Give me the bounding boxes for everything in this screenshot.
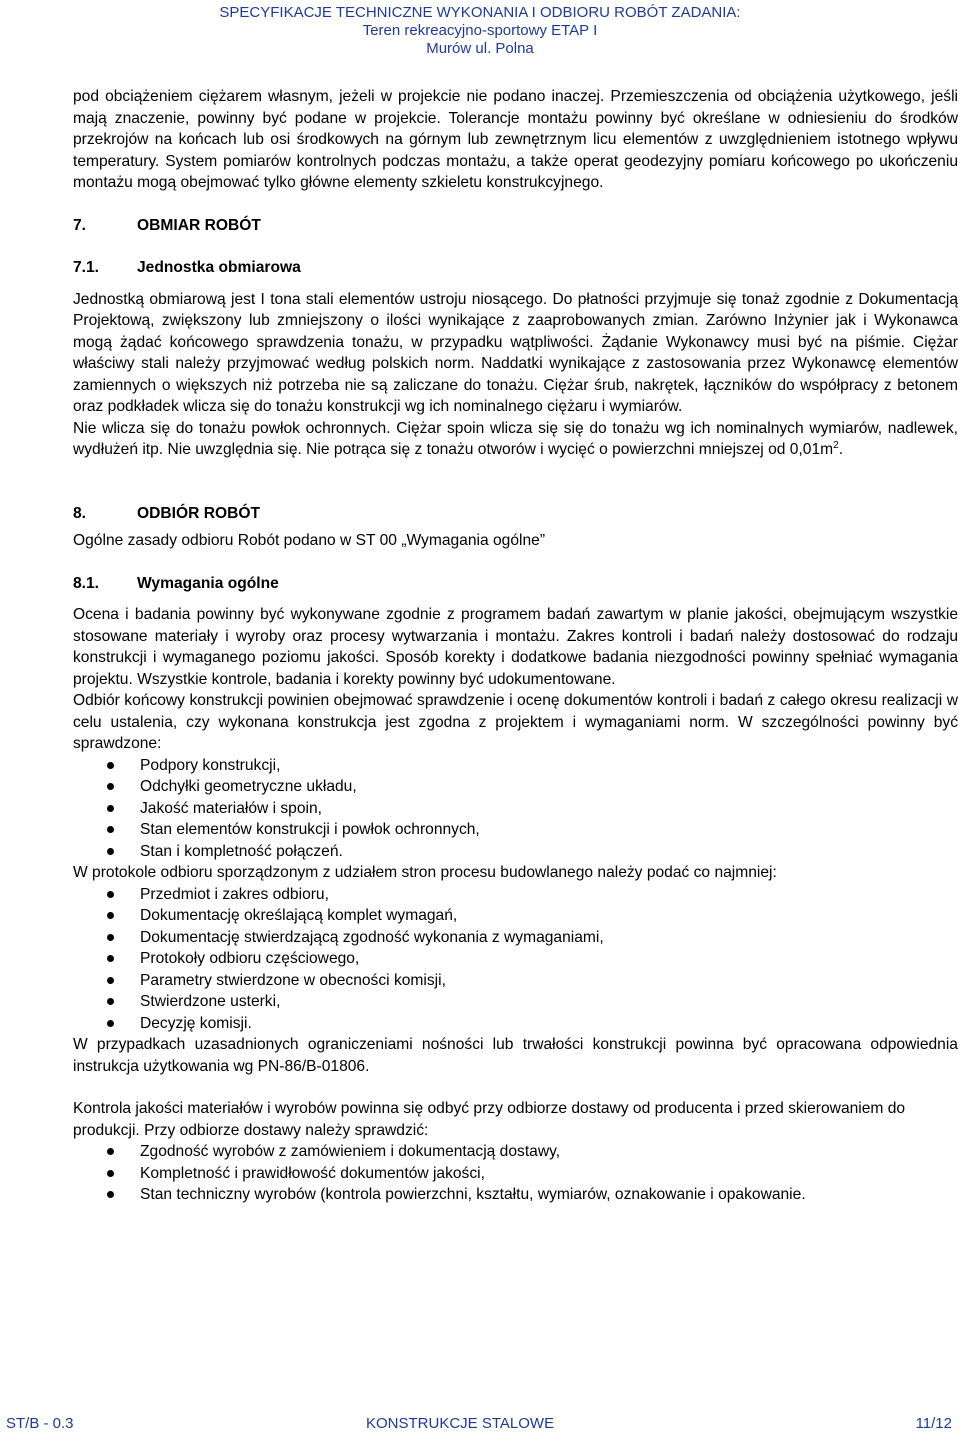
bullet-icon [107,783,114,790]
list-item: Decyzję komisji. [73,1013,958,1035]
list-item: Stan techniczny wyrobów (kontrola powierzchni, kształtu, wymiarów, oznakowanie i opakowanie. [73,1184,958,1206]
list-protocol [73,884,958,1035]
paragraph-assessment: Ocena i badania powinny być wykonywane zgodnie z programem badań zawartym w planie jakości, obejmującym wszystkie stosowane materiały i wyroby oraz procesy wytwarzania i montażu. Zakres kontroli i badań należy dostosować do rodzaju konstrukcji i wymaganego poziomu jakości. Sposób korekty i dodatkowe badania niezgodności powinny spełniać wymagania projektu. Wszystkie kontrole, badania i korekty powinny być udokumentowane. [73,606,958,688]
list-item: Przedmiot i zakres odbioru, [73,884,958,906]
paragraph-measurement-unit: Jednostką obmiarową jest I tona stali elementów ustroju niosącego. Do płatności przyjmuje się tonaż zgodnie z Dokumentacją Projektową, zwiększony lub zmniejszony o ilości wynikające z zaaprobowanych zmian. Zarówno Inżynier jak i Wykonawca mogą żądać końcowego sprawdzenia tonażu, w przypadku wątpliwości. Żądanie Wykonawcy musi być na piśmie. Ciężar właściwy stali należy przyjmować według polskich norm. Naddatki wynikające z zastosowania przez Wykonawcę elementów zamiennych o większych niż potrzeba nie są zaliczane do tonażu. Ciężar śrub, nakrętek, łączników do współpracy z betonem oraz podkładek wlicza się do tonażu konstrukcji wg ich nominalnego ciężaru i wymiarów. [73,290,958,415]
paragraph-general-rules: Ogólne zasady odbioru Robót podano w ST 00 „Wymagania ogólne” [73,532,546,549]
footer-section-name: KONSTRUKCJE STALOWE [366,1415,555,1432]
section-7-1-heading [73,257,958,279]
section-8-1-title: Wymagania ogólne [137,574,279,592]
list-item: Protokoły odbioru częściowego, [73,948,958,970]
section-7-heading [73,215,958,237]
list-item: Zgodność wyrobów z zamówieniem i dokumentacją dostawy, [73,1141,958,1163]
paragraph-coatings: Nie wlicza się do tonażu powłok ochronnych. Ciężar spoin wlicza się się do tonażu wg ich nominalnych wymiarów, nadlewek, wydłużeń itp. Nie uwzględnia się. Nie potrąca się z tonażu otworów i wycięć o powierzchni mniejszej od $0,01m^2$. [73,419,958,458]
paragraph-final-acceptance: Odbiór końcowy konstrukcji powinien obejmować sprawdzenie i ocenę dokumentów kontroli i badań z całego okresu realizacji w celu ustalenia, czy wykonana konstrukcja jest zgodna z projektem i wymaganiami norm. W szczególności powinny być sprawdzone: [73,692,958,752]
header-line-3: Murów ul. Polna [426,40,534,57]
bullet-icon [107,891,114,898]
page-header [0,4,960,58]
bullet-icon [107,955,114,962]
list-item: Dokumentację określającą komplet wymagań, [73,905,958,927]
bullet-icon [107,848,114,855]
section-8-title: ODBIÓR ROBÓT [137,504,261,522]
section-8-heading [73,503,958,525]
section-8-1-number: 8.1. [73,574,100,592]
list-item: Dokumentację stwierdzającą zgodność wykonania z wymaganiami, [73,927,958,949]
list-delivery-checks [73,1141,958,1206]
bullet-icon [107,1020,114,1027]
list-item: Odchyłki geometryczne układu, [73,776,958,798]
list-item: Podpory konstrukcji, [73,755,958,777]
paragraph-protocol: W protokole odbioru sporządzonym z udziałem stron procesu budowlanego należy podać co najmniej: [73,864,777,881]
bullet-icon [107,912,114,919]
bullet-icon [107,1191,114,1198]
paragraph-quality-control: Kontrola jakości materiałów i wyrobów powinna się odbyć przy odbiorze dostawy od producenta i przed skierowaniem do produkcji. Przy odbiorze dostawy należy sprawdzić: [73,1100,906,1139]
list-checks [73,755,958,863]
section-7-1-title: Jednostka obmiarowa [137,259,301,276]
section-7-1-number: 7.1. [73,259,100,276]
section-7-number: 7. [73,216,87,234]
document-body [73,86,958,1206]
section-8-1-heading [73,573,958,595]
bullet-icon [107,977,114,984]
footer-page-number: 11/12 [915,1415,952,1432]
section-8-number: 8. [73,504,87,522]
bullet-icon [107,1170,114,1177]
page-footer [0,1415,960,1435]
bullet-icon [107,826,114,833]
bullet-icon [107,998,114,1005]
footer-doc-code: ST/B - 0.3 [6,1415,74,1432]
bullet-icon [107,1148,114,1155]
bullet-icon [107,934,114,941]
list-item: Jakość materiałów i spoin, [73,798,958,820]
header-line-2: Teren rekreacyjno-sportowy ETAP I [362,22,598,39]
paragraph-tolerances: pod obciążeniem ciężarem własnym, jeżeli w projekcie nie podano inaczej. Przemieszczenia od obciążenia użytkowego, jeśli mają znaczenie, powinny być podane w projekcie. Tolerancje montażu powinny być określane w odniesieniu do środków przekrojów na końcach lub osi środkowych na górnym lub zewnętrznym licu elementów z uwzględnieniem istotnego wpływu temperatury. System pomiarów kontrolnych podczas montażu, a także operat geodezyjny pomiaru końcowego po ukończeniu montażu mogą obejmować tylko główne elementy szkieletu konstrukcyjnego. [73,88,958,191]
list-item: Stan i kompletność połączeń. [73,841,958,863]
paragraph-instructions: W przypadkach uzasadnionych ograniczeniami nośności lub trwałości konstrukcji powinna być opracowana odpowiednia instrukcja użytkowania wg PN-86/B-01806. [73,1036,958,1075]
list-item: Kompletność i prawidłowość dokumentów jakości, [73,1163,958,1185]
list-item: Parametry stwierdzone w obecności komisji, [73,970,958,992]
section-7-title: OBMIAR ROBÓT [137,216,261,234]
list-item: Stwierdzone usterki, [73,991,958,1013]
list-item: Stan elementów konstrukcji i powłok ochronnych, [73,819,958,841]
bullet-icon [107,762,114,769]
header-line-1: SPECYFIKACJE TECHNICZNE WYKONANIA I ODBIORU ROBÓT ZADANIA: [219,4,741,21]
bullet-icon [107,805,114,812]
